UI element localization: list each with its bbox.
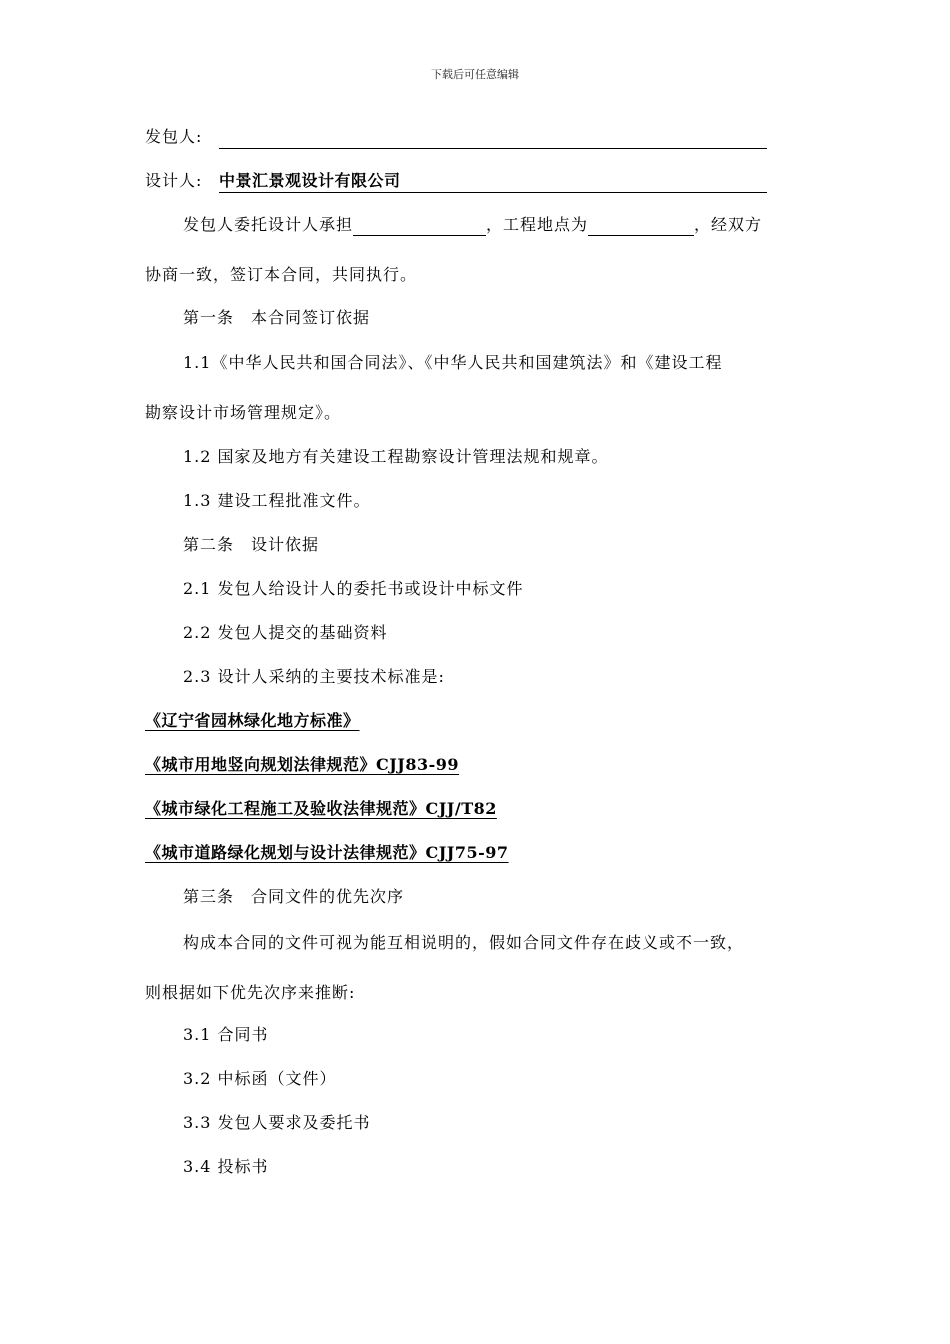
article-1-title: 第一条 本合同签订依据 [183,308,371,327]
client-row [145,126,767,150]
article-2-title: 第二条 设计依据 [183,535,320,554]
intro-part-1: 发包人委托设计人承担 [183,215,354,234]
standard-item: 《城市用地竖向规划法律规范》CJJ83-99 [145,755,460,774]
designer-field[interactable]: 中景汇景观设计有限公司 [219,170,767,193]
item-1-1-line-1: 1.1《中华人民共和国合同法》、《中华人民共和国建筑法》和《建设工程 [183,353,723,372]
article-3-para-line-1: 构成本合同的文件可视为能互相说明的，假如合同文件存在歧义或不一致， [183,933,745,952]
standard-item: 《城市绿化工程施工及验收法律规范》CJJ/T82 [145,799,497,818]
item-2-1: 2.1 发包人给设计人的委托书或设计中标文件 [183,579,524,598]
item-1-3: 1.3 建设工程批准文件。 [183,491,371,510]
item-3-2: 3.2 中标函（文件） [183,1069,337,1088]
client-label: 发包人: [145,127,203,146]
designer-row [145,170,767,194]
intro-part-3: ，经双方 [694,215,763,234]
item-1-2: 1.2 国家及地方有关建设工程勘察设计管理法规和规章。 [183,447,609,466]
designer-label: 设计人: [145,171,203,190]
intro-line-1 [183,214,762,236]
item-3-4: 3.4 投标书 [183,1157,269,1176]
header-note: 下载后可任意编辑 [431,68,519,81]
article-3-para-line-2: 则根据如下优先次序来推断: [145,983,356,1002]
client-field[interactable] [219,126,767,149]
intro-part-2: ，工程地点为 [486,215,589,234]
item-2-2: 2.2 发包人提交的基础资料 [183,623,388,642]
article-3-title: 第三条 合同文件的优先次序 [183,887,405,906]
item-3-1: 3.1 合同书 [183,1025,269,1044]
item-1-1-line-2: 勘察设计市场管理规定》。 [145,403,342,422]
standard-item: 《城市道路绿化规划与设计法律规范》CJJ75-97 [145,843,509,862]
item-3-3: 3.3 发包人要求及委托书 [183,1113,371,1132]
project-location-blank[interactable] [588,217,694,236]
standard-item: 《辽宁省园林绿化地方标准》 [145,711,360,730]
intro-line-2: 协商一致，签订本合同，共同执行。 [145,265,418,284]
project-name-blank[interactable] [353,217,486,236]
item-2-3: 2.3 设计人采纳的主要技术标准是: [183,667,445,686]
